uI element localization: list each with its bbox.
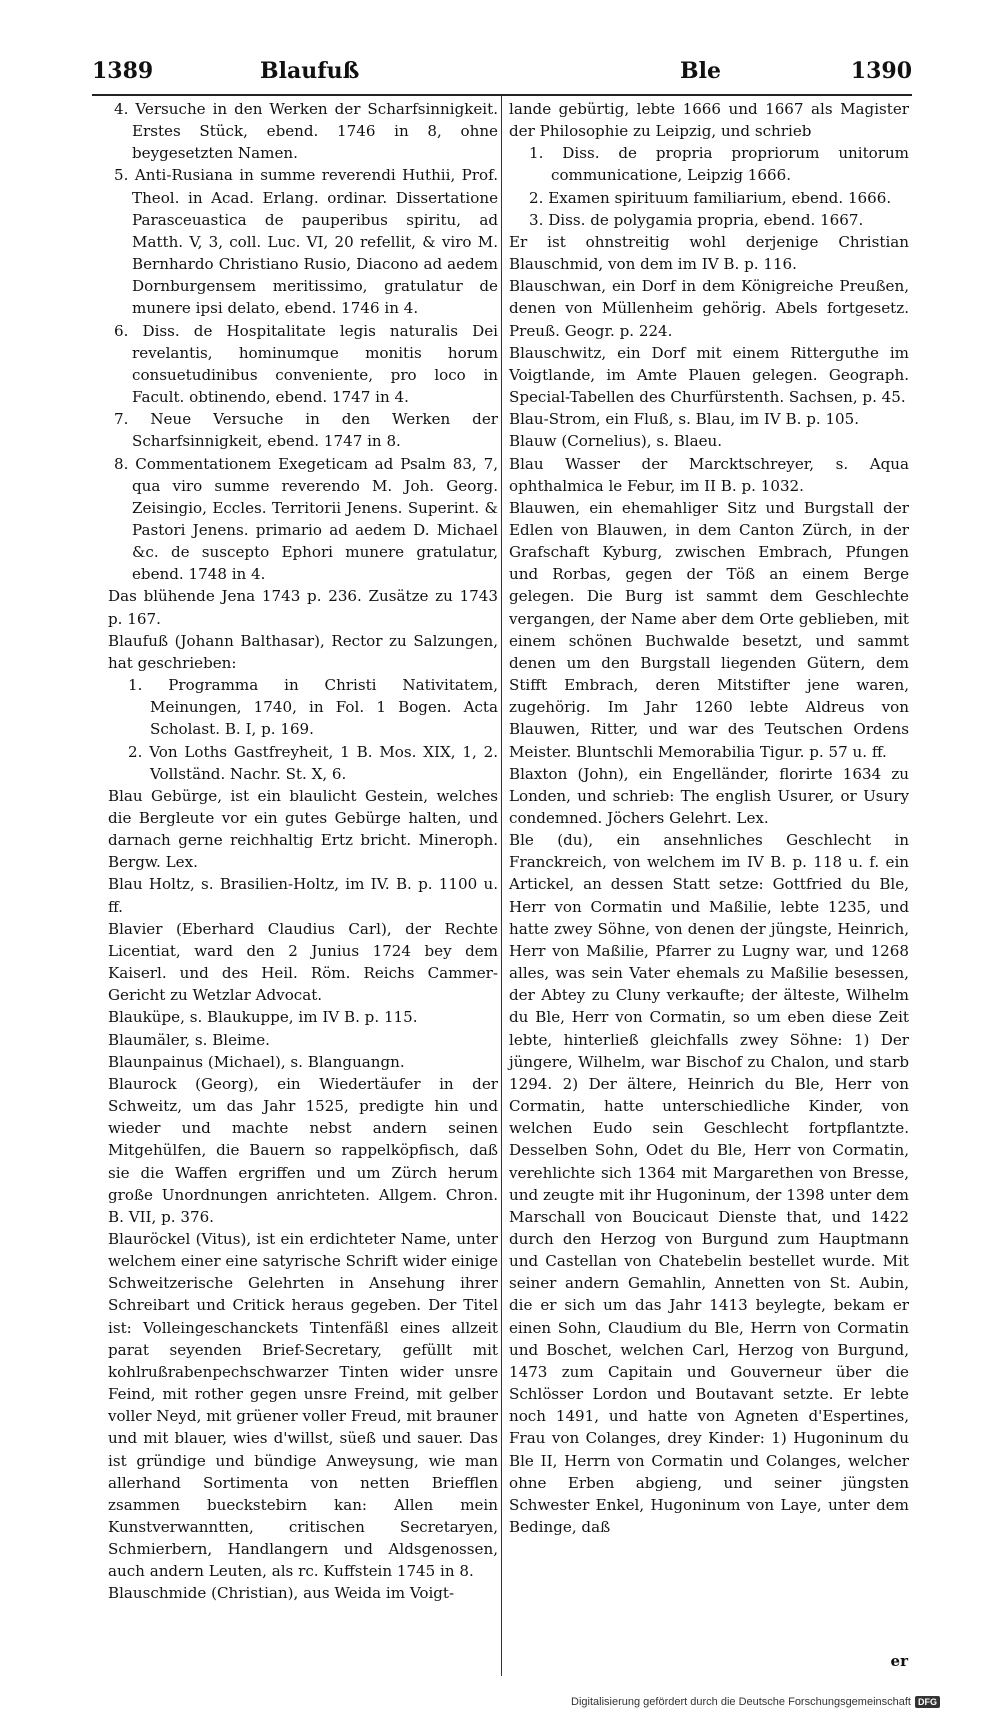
page-header (92, 58, 912, 92)
entry-paragraph: Blau Holtz, s. Brasilien-Holtz, im IV. B. p. 1100 u. ff. (108, 875, 498, 916)
entry-paragraph: Blauschwitz, ein Dorf mit einem Ritterguthe im Voigtlande, im Amte Plauen gelegen. Geograph. Special-Tabellen des Churfürstenth. Sachsen, p. 45. (509, 343, 909, 407)
dfg-logo: DFG (915, 1696, 940, 1708)
entry-paragraph: Blaumäler, s. Bleime. (108, 1030, 270, 1049)
entry-paragraph: Er ist ohnstreitig wohl derjenige Christian Blauschmid, von dem im IV B. p. 116. (509, 232, 909, 274)
entry-paragraph: lande gebürtig, lebte 1666 und 1667 als Magister der Philosophie zu Leipzig, und schrieb (509, 100, 909, 141)
entry-paragraph: 1. Programma in Christi Nativitatem, Meinungen, 1740, in Fol. 1 Bogen. Acta Scholast. B. I, p. 169. (128, 676, 498, 739)
entry-paragraph: 7. Neue Versuche in den Werken der Scharfsinnigkeit, ebend. 1747 in 8. (114, 410, 498, 451)
entry-paragraph: 2. Von Loths Gastfreyheit, 1 B. Mos. XIX, 1, 2. Vollständ. Nachr. St. X, 6. (128, 742, 498, 783)
entry-paragraph: Blaurock (Georg), ein Wiedertäufer in der Schweitz, um das Jahr 1525, predigte hin und wieder und machte nebst andern seinen Mitgehülfen, die Bauern so rappelköpfisch, daß sie die Waffen ergriffen und um Zürch herum große Unordnungen anrichteten. Allgem. Chron. B. VII, p. 376. (108, 1074, 498, 1226)
entry-paragraph: 6. Diss. de Hospitalitate legis naturalis Dei revelantis, hominumque monitis horum consuetudinibus conveniente, pro loco in Facult. obtinendo, ebend. 1747 in 4. (114, 321, 498, 407)
entry-paragraph: Das blühende Jena 1743 p. 236. Zusätze zu 1743 p. 167. (108, 587, 498, 628)
entry-paragraph: 3. Diss. de polygamia propria, ebend. 1667. (529, 210, 864, 229)
right-column (509, 98, 909, 1538)
entry-paragraph: Blauröckel (Vitus), ist ein erdichteter Name, unter welchem einer eine satyrische Schrift wider einige Schweitzerische Gelehrten in Ansehung ihrer Schreibart und Critick heraus gegeben. Der Titel ist: Volleingeschanckets Tintenfäßl eines allzeit parat seyenden Brief-Secretary, gefüllt mit kohlrußrabenpechschwarzer Tinten wider unsre Feind, mit rother gegen unsre Freind, mit gelber voller Neyd, mit grüener voller Freud, mit brauner und mit blauer, wies d'willst, süeß und sauer. Das ist gründige und bündige Anweysung, wie man allerhand Sortimenta von netten Briefflen zsammen bueckstebirn kan: Allen mein Kunstverwanntten, critischen Secretaryen, Schmierbern, Handlangern und Aldsgenossen, auch andern Leuten, als rc. Kuffstein 1745 in 8. (108, 1229, 498, 1581)
entry-paragraph: 4. Versuche in den Werken der Scharfsinnigkeit. Erstes Stück, ebend. 1746 in 8, ohne beygesetzten Namen. (114, 100, 498, 163)
page-number-right: 1390 (850, 58, 912, 84)
entry-paragraph: 1. Diss. de propria propriorum unitorum communicatione, Leipzig 1666. (529, 144, 909, 185)
entry-paragraph: Blauschwan, ein Dorf in dem Königreiche Preußen, denen von Müllenheim gehörig. Abels fortgesetz. Preuß. Geogr. p. 224. (509, 277, 909, 340)
entry-paragraph: Blau Gebürge, ist ein blaulicht Gestein, welches die Bergleute vor ein gutes Gebürge halten, und darnach gerne reichhaltig Ertz bricht. Mineroph. Bergw. Lex. (108, 786, 498, 872)
entry-paragraph: Blaunpainus (Michael), s. Blanguangn. (108, 1052, 405, 1071)
left-column (108, 98, 498, 1605)
page-number-left: 1389 (92, 58, 154, 84)
column-divider (501, 96, 502, 1676)
entry-paragraph: 2. Examen spirituum familiarium, ebend. 1666. (529, 188, 892, 207)
entry-paragraph: Blau Wasser der Marcktschreyer, s. Aqua ophthalmica le Febur, im II B. p. 1032. (509, 454, 909, 495)
entry-paragraph: Blau-Strom, ein Fluß, s. Blau, im IV B. p. 105. (509, 410, 860, 429)
entry-paragraph: Blauküpe, s. Blaukuppe, im IV B. p. 115. (108, 1008, 418, 1027)
entry-paragraph: Blauschmide (Christian), aus Weida im Voigt- (108, 1584, 455, 1603)
entry-paragraph: Ble (du), ein ansehnliches Geschlecht in Franckreich, von welchem im IV B. p. 118 u. f. ein Artickel, an dessen Statt setze: Gottfried du Ble, Herr von Cormatin und Maßilie, lebte 1235, und hatte zwey Söhne, von denen der jüngste, Heinrich, Herr von Maßilie, Pfarrer zu Lugny war, und 1268 alles, was sein Vater ehemals zu Maßilie besessen, der Abtey zu Cluny verkaufte; der älteste, Wilhelm du Ble, Herr von Cormatin, so um eben diese Zeit lebte, hinterließ gleichfalls zwey Söhne: 1) Der jüngere, Wilhelm, war Bischof zu Chalon, und starb 1294. 2) Der ältere, Heinrich du Ble, Herr von Cormatin, hatte unterschiedliche Kinder, von welchen Eudo sein Geschlecht fortpflantzte. Desselben Sohn, Odet du Ble, Herr von Cormatin, verehlichte sich 1364 mit Margarethen von Bresse, und zeugte mit ihr Hugoninum, der 1398 unter dem Marschall von Boucicaut Dienste that, und 1422 durch den Herzog von Burgund zum Hauptmann und Castellan von Chatebelin bestellet wurde. Mit seiner andern Gemahlin, Annetten von St. Aubin, die er sich um das Jahr 1413 beylegte, bekam er einen Sohn, Claudium du Ble, Herrn von Cormatin und Boschet, welchen Carl, Herzog von Burgund, 1473 zum Capitain und Gouverneur über die Schlösser Lordon und Boutavant setzte. Er lebte noch 1491, und hatte von Agneten d'Espertines, Frau von Colanges, drey Kinder: 1) Hugoninum du Ble II, Herrn von Cormatin und Colanges, welcher ohne Erben abgieng, und seiner jüngsten Schwester Enkel, Hugoninum von Laye, unter dem Bedinge, daß (509, 831, 909, 1536)
entry-paragraph: Blavier (Eberhard Claudius Carl), der Rechte Licentiat, ward den 2 Junius 1724 bey dem Kaiserl. und des Heil. Röm. Reichs Cammer-Gericht zu Wetzlar Advocat. (108, 919, 498, 1005)
entry-paragraph: Blaufuß (Johann Balthasar), Rector zu Salzungen, hat geschrieben: (108, 631, 498, 672)
entry-paragraph: Blauwen, ein ehemahliger Sitz und Burgstall der Edlen von Blauwen, in dem Canton Zürch, in der Grafschaft Kyburg, zwischen Embrach, Pfungen und Rorbas, gegen der Töß an einem Berge gelegen. Die Burg ist sammt dem Geschlechte vergangen, der Name aber dem Orte geblieben, mit einem schönen Buchwalde besetzt, und sammt denen um den Burgstall liegenden Gütern, dem Stifft Embrach, deren Mitstifter jene waren, zugehörig. Im Jahr 1260 lebte Aldreus von Blauwen, Ritter, und war des Teutschen Ordens Meister. Bluntschli Memorabilia Tigur. p. 57 u. ff. (509, 498, 909, 761)
footer-text: Digitalisierung gefördert durch die Deutsche Forschungsgemeinschaft (571, 1696, 911, 1708)
entry-paragraph: 5. Anti-Rusiana in summe reverendi Huthii, Prof. Theol. in Acad. Erlang. ordinar. Dissertatione Parasceuastica de pauperibus spiritu, ad Matth. V, 3, coll. Luc. VI, 20 refellit, & viro M. Bernhardo Christiano Rusio, Diacono ad aedem Dornburgensem meritissimo, gratulatur de munere ipsi delato, ebend. 1746 in 4. (114, 166, 498, 318)
entry-paragraph: Blauw (Cornelius), s. Blaeu. (509, 432, 723, 451)
entry-paragraph: Blaxton (John), ein Engelländer, florirte 1634 zu Londen, und schrieb: The english Usurer, or Usury condemned. Jöchers Gelehrt. Lex. (509, 764, 909, 827)
footer (571, 1696, 940, 1708)
running-head-left: Blaufuß (260, 58, 360, 84)
catchword: er (890, 1652, 908, 1670)
entry-paragraph: 8. Commentationem Exegeticam ad Psalm 83, 7, qua viro summe reverendo M. Joh. Georg. Zeisingio, Eccles. Territorii Jenens. Superint. & Pastori Jenens. primario ad aedem D. Michael &c. de suscepto Ephori munere gratulatur, ebend. 1748 in 4. (114, 454, 498, 584)
header-rule (92, 94, 912, 96)
running-head-right: Ble (680, 58, 721, 84)
